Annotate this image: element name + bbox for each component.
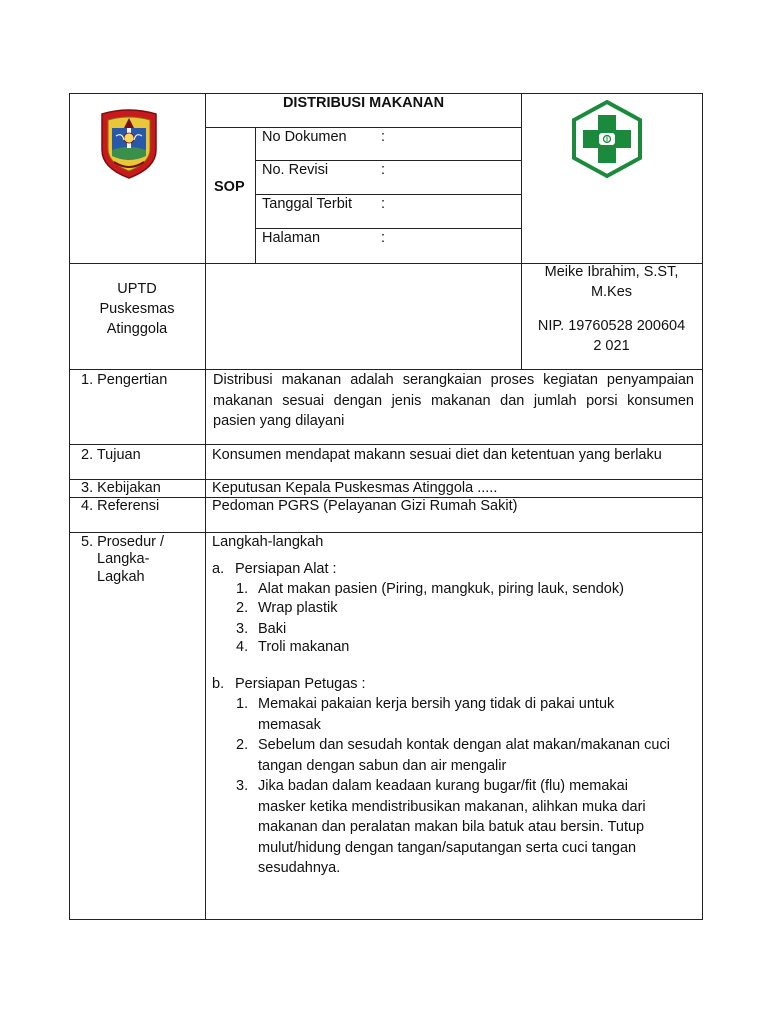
referensi-text: Pedoman PGRS (Pelayanan Gizi Rumah Sakit) xyxy=(212,498,518,514)
sub-letter-a: a. xyxy=(212,561,225,577)
signer-nip-line-1: NIP. 19760528 200604 xyxy=(537,318,686,334)
regional-emblem-icon xyxy=(98,106,160,180)
puskesmas-green-cross-icon xyxy=(568,96,646,182)
list-item: Wrap plastik xyxy=(258,600,338,616)
sub-title-persiapan-alat: Persiapan Alat : xyxy=(235,561,337,577)
list-item: Alat makan pasien (Piring, mangkuk, piring lauk, sendok) xyxy=(258,581,624,597)
section-label-kebijakan: 3. Kebijakan xyxy=(81,480,161,496)
sop-label: SOP xyxy=(214,179,245,195)
signer-name-line-1: Meike Ibrahim, S.ST, xyxy=(544,264,679,280)
kebijakan-text: Keputusan Kepala Puskesmas Atinggola ..... xyxy=(212,480,498,496)
field-separator: : xyxy=(381,129,386,145)
column-divider xyxy=(205,93,206,920)
table-border-left xyxy=(69,93,70,920)
section-label-prosedur-3: Lagkah xyxy=(97,569,145,585)
list-number: 4. xyxy=(236,639,249,655)
section-label-referensi: 4. Referensi xyxy=(81,498,160,514)
list-item: Troli makanan xyxy=(258,639,350,655)
field-label-tanggal-terbit: Tanggal Terbit xyxy=(262,196,353,212)
list-item: Jika badan dalam keadaan kurang bugar/fit (flu) memakai masker ketika mendistribusikan makanan, alihkan muka dari makanan dan peralatan makan bila batuk atau bersin. Tutup mulut/hidung dengan tangan/saputangan serta cuci tangan sesudahnya. xyxy=(258,778,646,876)
list-number: 2. xyxy=(236,737,249,753)
table-border-bottom xyxy=(69,919,703,920)
org-line-3: Atinggola xyxy=(106,321,168,337)
sop-divider xyxy=(255,127,256,263)
section-label-tujuan: 2. Tujuan xyxy=(81,447,141,463)
field-separator: : xyxy=(381,230,386,246)
title-divider xyxy=(205,127,522,128)
document-title: DISTRIBUSI MAKANAN xyxy=(282,95,445,111)
list-number: 2. xyxy=(236,600,249,616)
field-label-no-dokumen: No Dokumen xyxy=(262,129,347,145)
list-item: Memakai pakaian kerja bersih yang tidak di pakai untuk memasak xyxy=(258,696,615,733)
org-line-1: UPTD xyxy=(117,281,157,297)
field-label-no-revisi: No. Revisi xyxy=(262,162,329,178)
list-number: 1. xyxy=(236,696,249,712)
signer-nip-line-2: 2 021 xyxy=(593,338,630,354)
pengertian-text: Distribusi makanan adalah serangkaian proses kegiatan penyampaian makanan sesuai dengan jenis makanan dan jumlah porsi konsumen pasien yang dilayani xyxy=(213,372,694,429)
field-separator: : xyxy=(381,196,386,212)
tujuan-text: Konsumen mendapat makann sesuai diet dan ketentuan yang berlaku xyxy=(212,447,662,463)
list-item: Baki xyxy=(258,621,287,637)
signer-name-line-2: M.Kes xyxy=(590,284,633,300)
list-number: 3. xyxy=(236,778,249,794)
section-label-prosedur-2: Langka- xyxy=(97,551,150,567)
list-item: Sebelum dan sesudah kontak dengan alat makan/makanan cuci tangan dengan sabun dan air mengalir xyxy=(258,737,670,774)
section-label-prosedur-1: 5. Prosedur / xyxy=(81,534,165,550)
list-number: 3. xyxy=(236,621,249,637)
list-number: 1. xyxy=(236,581,249,597)
section-label-pengertian: 1. Pengertian xyxy=(81,372,168,388)
prosedur-intro: Langkah-langkah xyxy=(212,534,324,550)
org-line-2: Puskesmas xyxy=(99,301,175,317)
sub-title-persiapan-petugas: Persiapan Petugas : xyxy=(235,676,366,692)
sub-letter-b: b. xyxy=(212,676,225,692)
section-divider xyxy=(69,532,703,533)
table-border-right xyxy=(702,93,703,920)
field-label-halaman: Halaman xyxy=(262,230,321,246)
field-separator: : xyxy=(381,162,386,178)
